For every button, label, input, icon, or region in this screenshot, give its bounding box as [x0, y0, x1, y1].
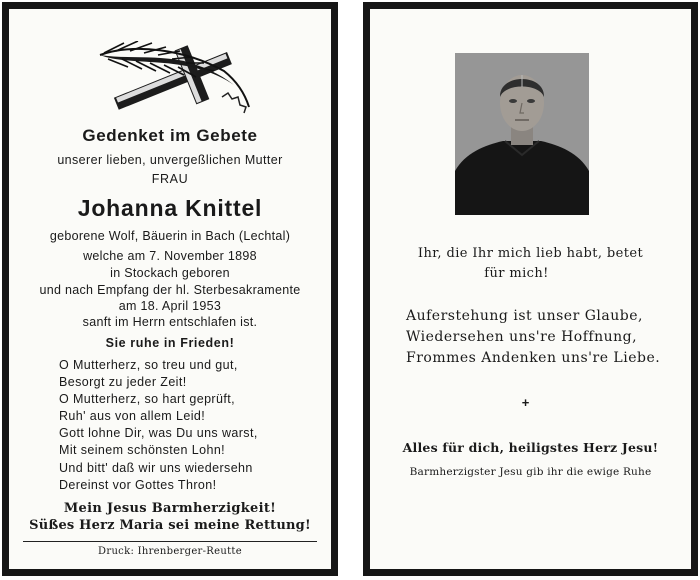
portrait-photo: [455, 53, 589, 215]
poem-line: O Mutterherz, so treu und gut,: [59, 358, 238, 372]
bio-line: welche am 7. November 1898: [83, 249, 257, 263]
right-prayer-card: [363, 2, 698, 576]
verse-line: Ihr, die Ihr mich lieb habt, betet: [417, 246, 644, 261]
bio-line: in Stockach geboren: [110, 266, 230, 280]
poem-line: Besorgt zu jeder Zeit!: [59, 375, 187, 389]
prayer-line: Mein Jesus Barmherzigkeit!: [63, 501, 277, 516]
prayer-line: Süßes Herz Maria sei meine Rettung!: [29, 518, 311, 533]
intro-line: unserer lieben, unvergeßlichen Mutter: [57, 153, 283, 167]
poem-line: Gott lohne Dir, was Du uns warst,: [59, 426, 258, 440]
bio-line: und nach Empfang der hl. Sterbesakramente: [39, 283, 301, 297]
poem-line: O Mutterherz, so hart geprüft,: [59, 392, 235, 406]
bio-line: am 18. April 1953: [118, 299, 222, 313]
poem-line: Dereinst vor Gottes Thron!: [59, 478, 217, 492]
rest-in-peace: Sie ruhe in Frieden!: [105, 336, 235, 350]
prayer-bold: Alles für dich, heiligstes Herz Jesu!: [402, 440, 659, 455]
printer-credit: Druck: Ihrenberger-Reutte: [98, 546, 242, 557]
cross-mark: +: [521, 395, 530, 410]
poem-line: Mit seinem schönsten Lohn!: [59, 443, 226, 457]
deceased-name: Johanna Knittel: [77, 195, 263, 221]
verse-line: für mich!: [484, 266, 549, 281]
prayer-small: Barmherzigster Jesu gib ihr die ewige Ruhe: [409, 466, 652, 478]
poem-line: Und bitt' daß wir uns wiedersehn: [59, 461, 253, 475]
divider-line: [23, 541, 317, 542]
verse-line: Wiedersehen uns're Hoffnung,: [406, 329, 638, 345]
left-prayer-card: [2, 2, 338, 576]
memorial-heading: Gedenket im Gebete: [82, 126, 258, 145]
poem-line: Ruh' aus von allem Leid!: [59, 409, 206, 423]
verse-line: Auferstehung ist unser Glaube,: [406, 308, 643, 324]
verse-line: Frommes Andenken uns're Liebe.: [406, 350, 661, 366]
title-word: FRAU: [151, 172, 189, 186]
cross-with-palm-icon: [94, 41, 254, 119]
bio-line: sanft im Herrn entschlafen ist.: [82, 315, 258, 329]
bio-line: geborene Wolf, Bäuerin in Bach (Lechtal): [49, 229, 291, 243]
